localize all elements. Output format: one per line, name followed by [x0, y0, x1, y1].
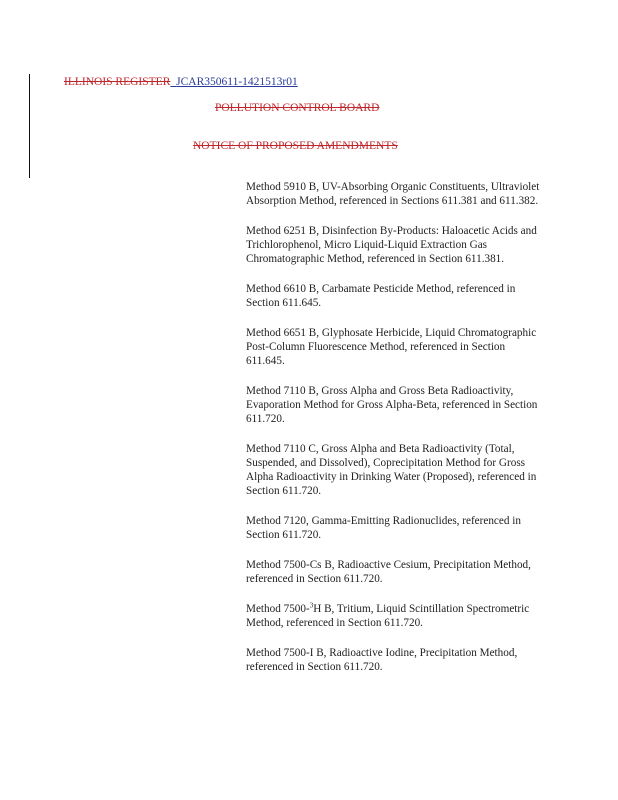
register-insert-inserted [170, 76, 297, 88]
register-label-deleted: ILLINOIS REGISTER [64, 76, 171, 88]
register-header [64, 76, 298, 88]
method-entry: Method 7500-Cs B, Radioactive Cesium, Precipitation Method, referenced in Section 611.720. [246, 559, 531, 585]
methods-list [246, 180, 546, 690]
method-entry: Method 7110 C, Gross Alpha and Beta Radioactivity (Total, Suspended, and Dissolved), Coprecipitation Method for Gross Alpha Radioactivity in Drinking Water (Proposed), referenced in Section 611.720. [246, 443, 537, 497]
board-header: POLLUTION CONTROL BOARD [215, 102, 380, 114]
tritium-prefix: Method 7500- [246, 603, 310, 615]
tritium-suffix: H B, Tritium, Liquid Scintillation [313, 603, 464, 615]
register-insert-text: JCAR350611-1421513r01 [176, 76, 298, 88]
revision-change-bar [29, 74, 30, 178]
method-entry: Method 5910 B, UV-Absorbing Organic Constituents, Ultraviolet Absorption Method, referenced in Sections 611.381 and 611.382. [246, 181, 540, 207]
tritium-continuation: Spectrometric Method, referenced in Section 611.720. [246, 603, 530, 629]
method-entry: Method 7110 B, Gross Alpha and Gross Beta Radioactivity, Evaporation Method for Gross Alpha-Beta, referenced in Section 611.720. [246, 385, 538, 425]
method-entry: Method 7120, Gamma-Emitting Radionuclides, referenced in Section 611.720. [246, 515, 521, 541]
tritium-superscript: 3 [309, 601, 314, 610]
method-entry: Method 6610 B, Carbamate Pesticide Method, referenced in Section 611.645. [246, 283, 516, 309]
method-entry: Method 6651 B, Glyphosate Herbicide, Liquid Chromatographic Post-Column Fluorescence Method, referenced in Section 611.645. [246, 327, 537, 367]
method-entry: Method 7500-I B, Radioactive Iodine, Precipitation Method, referenced in Section 611.720. [246, 647, 518, 673]
notice-header: NOTICE OF PROPOSED AMENDMENTS [193, 140, 398, 152]
method-entry: Method 6251 B, Disinfection By-Products: Haloacetic Acids and Trichlorophenol, Micro Liquid-Liquid Extraction Gas Chromatographic Method, referenced in Section 611.381. [246, 225, 537, 265]
method-entry-tritium [246, 602, 546, 630]
